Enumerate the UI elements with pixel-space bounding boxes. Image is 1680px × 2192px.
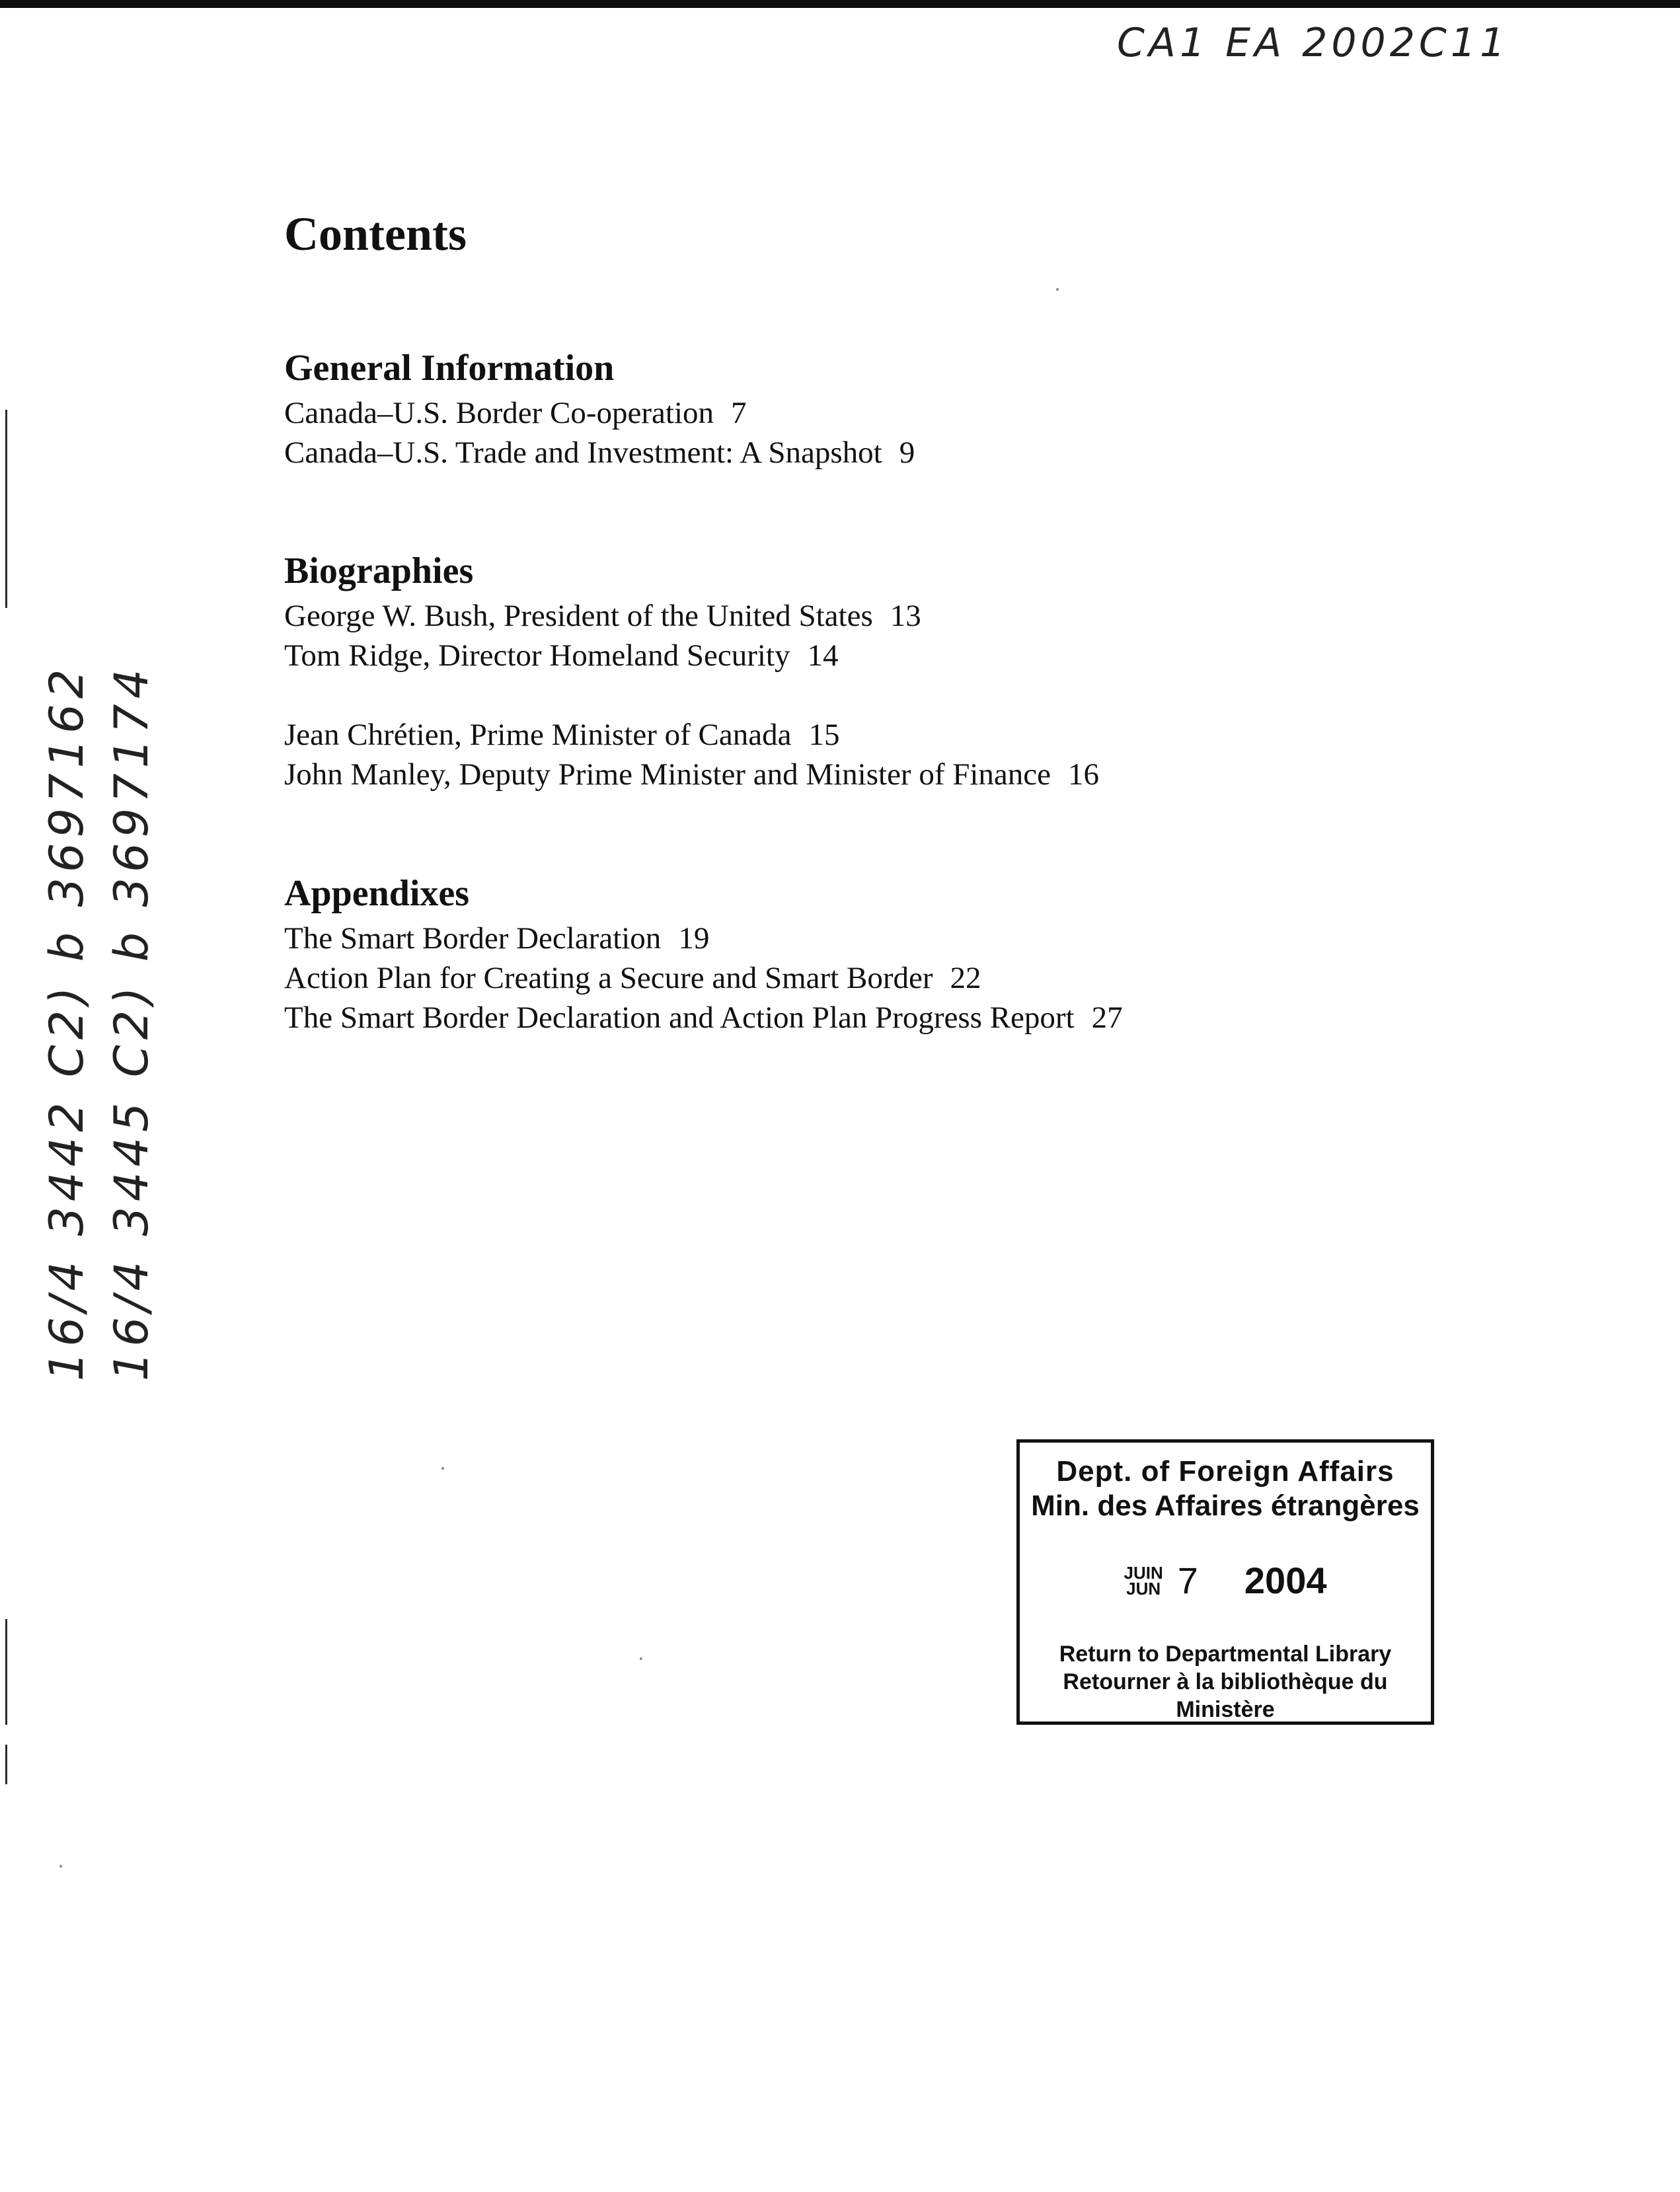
stamp-month-french: JUIN [1124,1562,1163,1583]
library-stamp [1016,1439,1434,1725]
toc-entry-page: 16 [1068,757,1100,792]
toc-entry-title: The Smart Border Declaration and Action Plan Progress Report [284,1001,1075,1035]
toc-entry [284,393,1408,433]
toc-entry [284,998,1408,1038]
toc-entry-title: Canada–U.S. Border Co-operation [284,396,714,430]
handwritten-side-note-1: 16/4 3442 C2) b 3697162 [40,663,94,1381]
toc-entry [284,636,1408,675]
stamp-dept-french: Min. des Affaires étrangères [1031,1490,1420,1522]
toc-list [284,919,1408,1038]
toc-entry-page: 22 [950,961,981,995]
stamp-return-note [1020,1640,1431,1723]
section-biographies [284,550,1408,794]
toc-entry [284,715,1408,755]
stamp-return-french: Retourner à la bibliothèque du Ministère [1063,1669,1388,1722]
toc-entry-page: 7 [731,396,747,430]
stamp-return-english: Return to Departmental Library [1059,1642,1392,1667]
toc-entry-page: 14 [807,638,839,673]
section-general-information [284,347,1408,472]
toc-entry-page: 19 [678,921,710,956]
scan-speck [59,1865,62,1868]
scan-edge-mark [5,1619,7,1725]
toc-list [284,596,1408,794]
handwritten-catalog-number: CA1 EA 2002C11 [1117,20,1509,66]
stamp-month [1124,1562,1163,1599]
section-heading: General Information [284,348,615,389]
scan-speck [441,1467,444,1470]
scan-edge-mark [5,1745,7,1784]
toc-entry [284,433,1408,472]
scan-top-border [0,0,1680,8]
toc-entry [284,919,1408,958]
toc-entry [284,596,1408,636]
toc-entry-page: 9 [899,435,915,470]
section-heading: Appendixes [284,873,470,914]
toc-entry-title: Action Plan for Creating a Secure and Smart Border [284,961,933,995]
stamp-dept-english: Dept. of Foreign Affairs [1056,1455,1394,1488]
toc-entry [284,755,1408,794]
toc-entry-title: Tom Ridge, Director Homeland Security [284,638,790,673]
toc-entry-page: 15 [808,718,840,752]
toc-entry-title: John Manley, Deputy Prime Minister and Minister of Finance [284,757,1051,792]
handwritten-side-note-2: 16/4 3445 C2) b 3697174 [104,663,159,1381]
toc-entry-page: 27 [1091,1001,1123,1035]
scan-edge-mark [5,410,7,608]
toc-entry-title: Jean Chrétien, Prime Minister of Canada [284,718,792,752]
toc-entry [284,958,1408,998]
toc-entry-page: 13 [890,599,921,633]
page-title: Contents [284,208,467,260]
toc-entry-title: The Smart Border Declaration [284,921,662,956]
scan-speck [1056,288,1059,291]
stamp-month-english: JUN [1126,1578,1161,1599]
toc-entry-title: Canada–U.S. Trade and Investment: A Snapshot [284,435,882,470]
section-appendixes [284,872,1408,1038]
stamp-date [1020,1559,1431,1602]
scan-speck [640,1657,642,1660]
stamp-year: 2004 [1244,1560,1327,1601]
toc-list [284,393,1408,472]
section-heading: Biographies [284,550,474,591]
stamp-day: 7 [1177,1560,1198,1601]
toc-entry-title: George W. Bush, President of the United States [284,599,873,633]
